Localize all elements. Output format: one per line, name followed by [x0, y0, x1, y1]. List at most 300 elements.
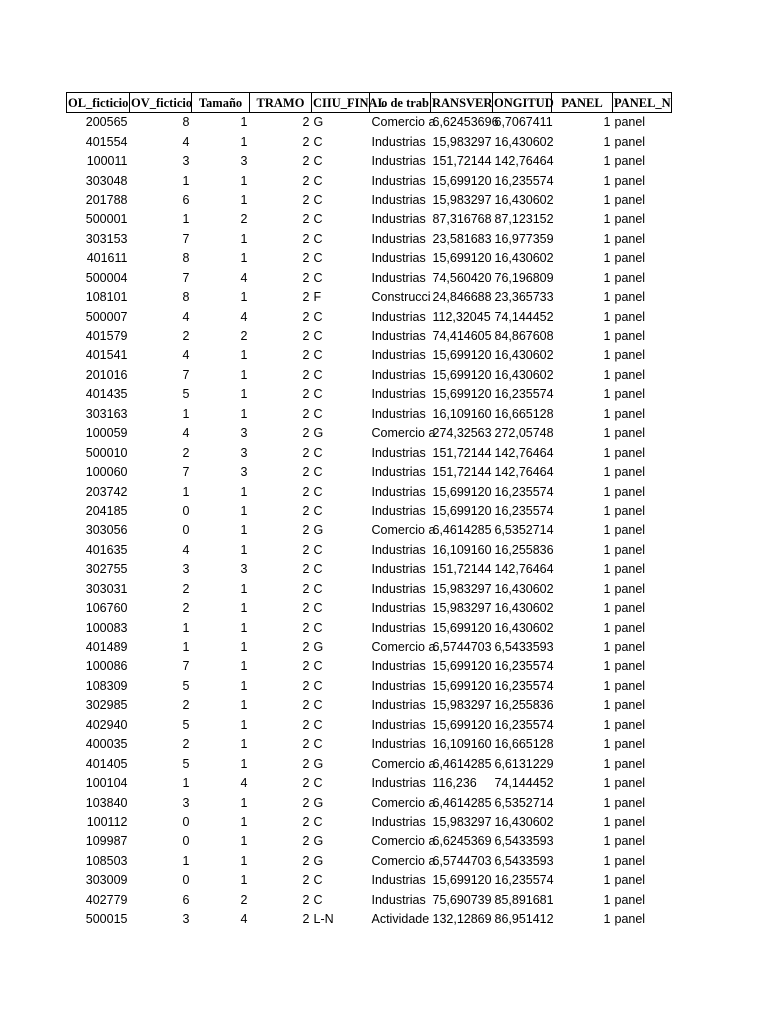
- longitud-cell[interactable]: 16,430602: [494, 814, 554, 829]
- size-cell[interactable]: 1: [240, 834, 248, 849]
- ciiu-cell[interactable]: C: [313, 620, 323, 635]
- panel-n-cell[interactable]: panel: [614, 290, 646, 305]
- size-cell[interactable]: 4: [240, 309, 248, 324]
- ciiu-cell[interactable]: C: [313, 270, 323, 285]
- size-cell[interactable]: 1: [240, 387, 248, 402]
- longitud-cell[interactable]: 6,7067411: [494, 115, 553, 130]
- size-cell[interactable]: 3: [240, 445, 248, 460]
- panel-n-cell[interactable]: panel: [614, 542, 646, 557]
- panel-cell[interactable]: 1: [603, 309, 611, 324]
- longitud-cell[interactable]: 16,430602: [494, 134, 554, 149]
- id-cell[interactable]: 302755: [85, 562, 128, 577]
- transver-cell[interactable]: 151,72144: [432, 154, 492, 169]
- tramo-cell[interactable]: 2: [302, 173, 310, 188]
- tramo-cell[interactable]: 2: [302, 912, 310, 927]
- longitud-cell[interactable]: 84,867608: [494, 329, 554, 344]
- transver-cell[interactable]: 74,414605: [432, 329, 492, 344]
- transver-cell[interactable]: 15,699120: [432, 717, 492, 732]
- activity-cell[interactable]: Industrias: [371, 134, 426, 149]
- col2-cell[interactable]: 5: [182, 756, 190, 771]
- transver-cell[interactable]: 6,4614285: [432, 795, 492, 810]
- panel-n-cell[interactable]: panel: [614, 270, 646, 285]
- transver-cell[interactable]: 15,699120: [432, 873, 492, 888]
- col2-cell[interactable]: 1: [182, 853, 190, 868]
- panel-cell[interactable]: 1: [603, 348, 611, 363]
- header-cell[interactable]: o de trab: [370, 93, 431, 113]
- transver-cell[interactable]: 15,699120: [432, 367, 492, 382]
- ciiu-cell[interactable]: G: [313, 640, 324, 655]
- ciiu-cell[interactable]: C: [313, 601, 323, 616]
- tramo-cell[interactable]: 2: [302, 192, 310, 207]
- panel-cell[interactable]: 1: [603, 367, 611, 382]
- col2-cell[interactable]: 7: [182, 659, 190, 674]
- panel-cell[interactable]: 1: [603, 834, 611, 849]
- tramo-cell[interactable]: 2: [302, 387, 310, 402]
- id-cell[interactable]: 100086: [85, 659, 128, 674]
- col2-cell[interactable]: 0: [182, 873, 190, 888]
- col2-cell[interactable]: 0: [182, 503, 190, 518]
- id-cell[interactable]: 400035: [85, 737, 128, 752]
- col2-cell[interactable]: 0: [182, 834, 190, 849]
- col2-cell[interactable]: 0: [182, 523, 190, 538]
- id-cell[interactable]: 302985: [85, 698, 128, 713]
- col2-cell[interactable]: 5: [182, 387, 190, 402]
- tramo-cell[interactable]: 2: [302, 892, 310, 907]
- activity-cell[interactable]: Industrias: [371, 581, 426, 596]
- panel-cell[interactable]: 1: [603, 523, 611, 538]
- col2-cell[interactable]: 8: [182, 251, 190, 266]
- size-cell[interactable]: 4: [240, 912, 248, 927]
- col2-cell[interactable]: 1: [182, 212, 190, 227]
- panel-cell[interactable]: 1: [603, 329, 611, 344]
- size-cell[interactable]: 1: [240, 231, 248, 246]
- size-cell[interactable]: 1: [240, 348, 248, 363]
- panel-cell[interactable]: 1: [603, 484, 611, 499]
- panel-cell[interactable]: 1: [603, 387, 611, 402]
- panel-cell[interactable]: 1: [603, 212, 611, 227]
- header-cell[interactable]: ONGITUD: [493, 93, 552, 113]
- activity-cell[interactable]: Industrias: [371, 698, 426, 713]
- panel-n-cell[interactable]: panel: [614, 892, 646, 907]
- size-cell[interactable]: 1: [240, 659, 248, 674]
- id-cell[interactable]: 108309: [85, 678, 128, 693]
- activity-cell[interactable]: Comercio a: [371, 795, 436, 810]
- longitud-cell[interactable]: 142,76464: [494, 445, 554, 460]
- panel-n-cell[interactable]: panel: [614, 698, 646, 713]
- id-cell[interactable]: 100011: [86, 154, 128, 169]
- panel-n-cell[interactable]: panel: [614, 484, 646, 499]
- panel-n-cell[interactable]: panel: [614, 465, 646, 480]
- size-cell[interactable]: 1: [240, 795, 248, 810]
- activity-cell[interactable]: Comercio a: [371, 834, 436, 849]
- tramo-cell[interactable]: 2: [302, 542, 310, 557]
- longitud-cell[interactable]: 16,430602: [494, 192, 554, 207]
- panel-n-cell[interactable]: panel: [614, 776, 646, 791]
- ciiu-cell[interactable]: G: [313, 115, 324, 130]
- longitud-cell[interactable]: 16,977359: [494, 231, 554, 246]
- activity-cell[interactable]: Actividade: [371, 912, 430, 927]
- size-cell[interactable]: 4: [240, 270, 248, 285]
- id-cell[interactable]: 200565: [85, 115, 128, 130]
- panel-cell[interactable]: 1: [603, 581, 611, 596]
- longitud-cell[interactable]: 16,235574: [494, 717, 554, 732]
- col2-cell[interactable]: 4: [182, 134, 190, 149]
- ciiu-cell[interactable]: C: [313, 776, 323, 791]
- ciiu-cell[interactable]: C: [313, 503, 323, 518]
- transver-cell[interactable]: 15,983297: [432, 814, 492, 829]
- id-cell[interactable]: 204185: [85, 503, 128, 518]
- panel-n-cell[interactable]: panel: [614, 795, 646, 810]
- tramo-cell[interactable]: 2: [302, 737, 310, 752]
- activity-cell[interactable]: Industrias: [371, 814, 426, 829]
- header-cell[interactable]: TRAMO: [250, 93, 312, 113]
- panel-cell[interactable]: 1: [603, 270, 611, 285]
- ciiu-cell[interactable]: C: [313, 717, 323, 732]
- panel-n-cell[interactable]: panel: [614, 445, 646, 460]
- col2-cell[interactable]: 4: [182, 542, 190, 557]
- size-cell[interactable]: 1: [240, 717, 248, 732]
- tramo-cell[interactable]: 2: [302, 270, 310, 285]
- col2-cell[interactable]: 1: [182, 620, 190, 635]
- activity-cell[interactable]: Industrias: [371, 503, 426, 518]
- activity-cell[interactable]: Industrias: [371, 465, 426, 480]
- longitud-cell[interactable]: 87,123152: [494, 212, 554, 227]
- transver-cell[interactable]: 151,72144: [432, 445, 492, 460]
- panel-cell[interactable]: 1: [603, 698, 611, 713]
- col2-cell[interactable]: 4: [182, 309, 190, 324]
- tramo-cell[interactable]: 2: [302, 834, 310, 849]
- ciiu-cell[interactable]: G: [313, 523, 324, 538]
- ciiu-cell[interactable]: C: [313, 406, 323, 421]
- longitud-cell[interactable]: 16,430602: [494, 601, 554, 616]
- transver-cell[interactable]: 15,983297: [432, 192, 492, 207]
- transver-cell[interactable]: 16,109160: [432, 406, 492, 421]
- panel-cell[interactable]: 1: [603, 873, 611, 888]
- tramo-cell[interactable]: 2: [302, 290, 310, 305]
- transver-cell[interactable]: 74,560420: [432, 270, 492, 285]
- tramo-cell[interactable]: 2: [302, 251, 310, 266]
- header-cell[interactable]: PANEL_N: [613, 93, 672, 113]
- id-cell[interactable]: 103840: [85, 795, 128, 810]
- ciiu-cell[interactable]: C: [313, 387, 323, 402]
- size-cell[interactable]: 1: [240, 737, 248, 752]
- transver-cell[interactable]: 15,699120: [432, 251, 492, 266]
- id-cell[interactable]: 500004: [85, 270, 128, 285]
- panel-n-cell[interactable]: panel: [614, 309, 646, 324]
- ciiu-cell[interactable]: G: [313, 834, 324, 849]
- panel-cell[interactable]: 1: [603, 814, 611, 829]
- longitud-cell[interactable]: 6,5433593: [494, 640, 554, 655]
- id-cell[interactable]: 106760: [85, 601, 128, 616]
- tramo-cell[interactable]: 2: [302, 678, 310, 693]
- id-cell[interactable]: 203742: [85, 484, 128, 499]
- ciiu-cell[interactable]: C: [313, 737, 323, 752]
- col2-cell[interactable]: 4: [182, 348, 190, 363]
- activity-cell[interactable]: Comercio a: [371, 756, 436, 771]
- tramo-cell[interactable]: 2: [302, 503, 310, 518]
- tramo-cell[interactable]: 2: [302, 426, 310, 441]
- col2-cell[interactable]: 1: [182, 640, 190, 655]
- ciiu-cell[interactable]: C: [313, 212, 323, 227]
- activity-cell[interactable]: Industrias: [371, 154, 426, 169]
- longitud-cell[interactable]: 16,235574: [494, 659, 554, 674]
- panel-cell[interactable]: 1: [603, 795, 611, 810]
- id-cell[interactable]: 108503: [85, 853, 128, 868]
- longitud-cell[interactable]: 16,665128: [494, 406, 554, 421]
- ciiu-cell[interactable]: C: [313, 329, 323, 344]
- activity-cell[interactable]: Industrias: [371, 601, 426, 616]
- col2-cell[interactable]: 2: [182, 737, 190, 752]
- size-cell[interactable]: 2: [240, 329, 248, 344]
- longitud-cell[interactable]: 74,144452: [494, 776, 554, 791]
- transver-cell[interactable]: 15,699120: [432, 503, 492, 518]
- activity-cell[interactable]: Comercio a: [371, 115, 436, 130]
- transver-cell[interactable]: 6,6245369: [432, 834, 492, 849]
- id-cell[interactable]: 100060: [85, 465, 128, 480]
- activity-cell[interactable]: Comercio a: [371, 640, 436, 655]
- transver-cell[interactable]: 112,32045: [432, 309, 491, 324]
- size-cell[interactable]: 1: [240, 873, 248, 888]
- id-cell[interactable]: 500010: [85, 445, 128, 460]
- activity-cell[interactable]: Construcci: [371, 290, 431, 305]
- activity-cell[interactable]: Industrias: [371, 776, 426, 791]
- transver-cell[interactable]: 6,62453696: [432, 115, 499, 130]
- size-cell[interactable]: 1: [240, 581, 248, 596]
- panel-n-cell[interactable]: panel: [614, 601, 646, 616]
- tramo-cell[interactable]: 2: [302, 329, 310, 344]
- panel-n-cell[interactable]: panel: [614, 912, 646, 927]
- tramo-cell[interactable]: 2: [302, 717, 310, 732]
- tramo-cell[interactable]: 2: [302, 601, 310, 616]
- transver-cell[interactable]: 15,699120: [432, 484, 492, 499]
- longitud-cell[interactable]: 16,235574: [494, 503, 554, 518]
- ciiu-cell[interactable]: C: [313, 251, 323, 266]
- activity-cell[interactable]: Industrias: [371, 406, 426, 421]
- longitud-cell[interactable]: 16,235574: [494, 873, 554, 888]
- transver-cell[interactable]: 87,316768: [432, 212, 492, 227]
- panel-cell[interactable]: 1: [603, 562, 611, 577]
- ciiu-cell[interactable]: L-N: [313, 912, 334, 927]
- col2-cell[interactable]: 8: [182, 115, 190, 130]
- ciiu-cell[interactable]: C: [313, 154, 323, 169]
- panel-cell[interactable]: 1: [603, 737, 611, 752]
- ciiu-cell[interactable]: C: [313, 309, 323, 324]
- id-cell[interactable]: 201788: [85, 192, 128, 207]
- panel-cell[interactable]: 1: [603, 231, 611, 246]
- transver-cell[interactable]: 6,4614285: [432, 523, 492, 538]
- id-cell[interactable]: 401489: [85, 640, 128, 655]
- size-cell[interactable]: 2: [240, 892, 248, 907]
- panel-n-cell[interactable]: panel: [614, 329, 646, 344]
- col2-cell[interactable]: 3: [182, 154, 190, 169]
- size-cell[interactable]: 3: [240, 562, 248, 577]
- size-cell[interactable]: 1: [240, 290, 248, 305]
- size-cell[interactable]: 1: [240, 640, 248, 655]
- id-cell[interactable]: 109987: [85, 834, 128, 849]
- panel-cell[interactable]: 1: [603, 290, 611, 305]
- panel-n-cell[interactable]: panel: [614, 523, 646, 538]
- id-cell[interactable]: 500007: [85, 309, 128, 324]
- panel-cell[interactable]: 1: [603, 853, 611, 868]
- ciiu-cell[interactable]: C: [313, 231, 323, 246]
- panel-n-cell[interactable]: panel: [614, 873, 646, 888]
- col2-cell[interactable]: 3: [182, 912, 190, 927]
- panel-n-cell[interactable]: panel: [614, 814, 646, 829]
- activity-cell[interactable]: Industrias: [371, 892, 426, 907]
- ciiu-cell[interactable]: G: [313, 756, 324, 771]
- activity-cell[interactable]: Industrias: [371, 329, 426, 344]
- ciiu-cell[interactable]: C: [313, 484, 323, 499]
- col2-cell[interactable]: 7: [182, 367, 190, 382]
- panel-n-cell[interactable]: panel: [614, 756, 646, 771]
- longitud-cell[interactable]: 6,6131229: [494, 756, 554, 771]
- size-cell[interactable]: 1: [240, 367, 248, 382]
- activity-cell[interactable]: Industrias: [371, 717, 426, 732]
- transver-cell[interactable]: 75,690739: [432, 892, 492, 907]
- ciiu-cell[interactable]: G: [313, 795, 324, 810]
- panel-cell[interactable]: 1: [603, 601, 611, 616]
- col2-cell[interactable]: 6: [182, 192, 190, 207]
- panel-cell[interactable]: 1: [603, 542, 611, 557]
- tramo-cell[interactable]: 2: [302, 698, 310, 713]
- panel-n-cell[interactable]: panel: [614, 154, 646, 169]
- id-cell[interactable]: 100083: [85, 620, 128, 635]
- transver-cell[interactable]: 151,72144: [432, 562, 492, 577]
- panel-n-cell[interactable]: panel: [614, 173, 646, 188]
- tramo-cell[interactable]: 2: [302, 620, 310, 635]
- panel-n-cell[interactable]: panel: [614, 231, 646, 246]
- ciiu-cell[interactable]: G: [313, 426, 324, 441]
- longitud-cell[interactable]: 23,365733: [494, 290, 554, 305]
- transver-cell[interactable]: 15,699120: [432, 348, 492, 363]
- ciiu-cell[interactable]: C: [313, 814, 323, 829]
- id-cell[interactable]: 303031: [85, 581, 128, 596]
- size-cell[interactable]: 1: [240, 173, 248, 188]
- transver-cell[interactable]: 274,32563: [432, 426, 492, 441]
- ciiu-cell[interactable]: C: [313, 678, 323, 693]
- id-cell[interactable]: 303153: [85, 231, 128, 246]
- longitud-cell[interactable]: 16,430602: [494, 620, 554, 635]
- activity-cell[interactable]: Industrias: [371, 737, 426, 752]
- size-cell[interactable]: 1: [240, 134, 248, 149]
- activity-cell[interactable]: Industrias: [371, 348, 426, 363]
- col2-cell[interactable]: 7: [182, 465, 190, 480]
- longitud-cell[interactable]: 272,05748: [494, 426, 554, 441]
- col2-cell[interactable]: 2: [182, 581, 190, 596]
- longitud-cell[interactable]: 16,235574: [494, 484, 554, 499]
- panel-n-cell[interactable]: panel: [614, 348, 646, 363]
- panel-cell[interactable]: 1: [603, 251, 611, 266]
- transver-cell[interactable]: 16,109160: [432, 737, 492, 752]
- tramo-cell[interactable]: 2: [302, 406, 310, 421]
- longitud-cell[interactable]: 142,76464: [494, 154, 554, 169]
- longitud-cell[interactable]: 16,430602: [494, 367, 554, 382]
- panel-cell[interactable]: 1: [603, 445, 611, 460]
- col2-cell[interactable]: 1: [182, 173, 190, 188]
- header-cell[interactable]: CIIU_FINAL: [312, 93, 370, 113]
- tramo-cell[interactable]: 2: [302, 756, 310, 771]
- ciiu-cell[interactable]: C: [313, 445, 323, 460]
- activity-cell[interactable]: Industrias: [371, 484, 426, 499]
- longitud-cell[interactable]: 16,430602: [494, 251, 554, 266]
- panel-n-cell[interactable]: panel: [614, 367, 646, 382]
- transver-cell[interactable]: 16,109160: [432, 542, 492, 557]
- longitud-cell[interactable]: 6,5352714: [494, 523, 554, 538]
- panel-n-cell[interactable]: panel: [614, 212, 646, 227]
- activity-cell[interactable]: Industrias: [371, 192, 426, 207]
- activity-cell[interactable]: Industrias: [371, 387, 426, 402]
- longitud-cell[interactable]: 16,430602: [494, 581, 554, 596]
- id-cell[interactable]: 303009: [85, 873, 128, 888]
- tramo-cell[interactable]: 2: [302, 853, 310, 868]
- size-cell[interactable]: 3: [240, 465, 248, 480]
- size-cell[interactable]: 1: [240, 523, 248, 538]
- size-cell[interactable]: 1: [240, 601, 248, 616]
- col2-cell[interactable]: 0: [182, 814, 190, 829]
- ciiu-cell[interactable]: C: [313, 698, 323, 713]
- size-cell[interactable]: 3: [240, 426, 248, 441]
- id-cell[interactable]: 303056: [85, 523, 128, 538]
- panel-cell[interactable]: 1: [603, 717, 611, 732]
- size-cell[interactable]: 1: [240, 678, 248, 693]
- tramo-cell[interactable]: 2: [302, 212, 310, 227]
- id-cell[interactable]: 303163: [85, 406, 128, 421]
- panel-cell[interactable]: 1: [603, 173, 611, 188]
- longitud-cell[interactable]: 142,76464: [494, 562, 554, 577]
- id-cell[interactable]: 401541: [85, 348, 128, 363]
- tramo-cell[interactable]: 2: [302, 484, 310, 499]
- transver-cell[interactable]: 15,983297: [432, 581, 492, 596]
- ciiu-cell[interactable]: C: [313, 892, 323, 907]
- tramo-cell[interactable]: 2: [302, 581, 310, 596]
- tramo-cell[interactable]: 2: [302, 795, 310, 810]
- activity-cell[interactable]: Industrias: [371, 251, 426, 266]
- activity-cell[interactable]: Industrias: [371, 231, 426, 246]
- transver-cell[interactable]: 15,699120: [432, 173, 492, 188]
- col2-cell[interactable]: 1: [182, 484, 190, 499]
- header-cell[interactable]: RANSVER: [431, 93, 493, 113]
- activity-cell[interactable]: Industrias: [371, 212, 426, 227]
- panel-n-cell[interactable]: panel: [614, 659, 646, 674]
- panel-n-cell[interactable]: panel: [614, 115, 646, 130]
- longitud-cell[interactable]: 16,255836: [494, 542, 554, 557]
- panel-n-cell[interactable]: panel: [614, 134, 646, 149]
- size-cell[interactable]: 1: [240, 484, 248, 499]
- panel-cell[interactable]: 1: [603, 426, 611, 441]
- col2-cell[interactable]: 2: [182, 329, 190, 344]
- size-cell[interactable]: 1: [240, 698, 248, 713]
- panel-cell[interactable]: 1: [603, 912, 611, 927]
- ciiu-cell[interactable]: G: [313, 853, 324, 868]
- ciiu-cell[interactable]: C: [313, 659, 323, 674]
- ciiu-cell[interactable]: C: [313, 134, 323, 149]
- id-cell[interactable]: 100112: [86, 814, 128, 829]
- transver-cell[interactable]: 15,699120: [432, 387, 492, 402]
- panel-n-cell[interactable]: panel: [614, 640, 646, 655]
- panel-n-cell[interactable]: panel: [614, 503, 646, 518]
- panel-cell[interactable]: 1: [603, 640, 611, 655]
- size-cell[interactable]: 1: [240, 542, 248, 557]
- activity-cell[interactable]: Industrias: [371, 309, 426, 324]
- panel-cell[interactable]: 1: [603, 154, 611, 169]
- id-cell[interactable]: 401435: [85, 387, 128, 402]
- panel-cell[interactable]: 1: [603, 892, 611, 907]
- panel-cell[interactable]: 1: [603, 678, 611, 693]
- activity-cell[interactable]: Industrias: [371, 620, 426, 635]
- transver-cell[interactable]: 15,699120: [432, 659, 492, 674]
- transver-cell[interactable]: 23,581683: [432, 231, 492, 246]
- activity-cell[interactable]: Industrias: [371, 173, 426, 188]
